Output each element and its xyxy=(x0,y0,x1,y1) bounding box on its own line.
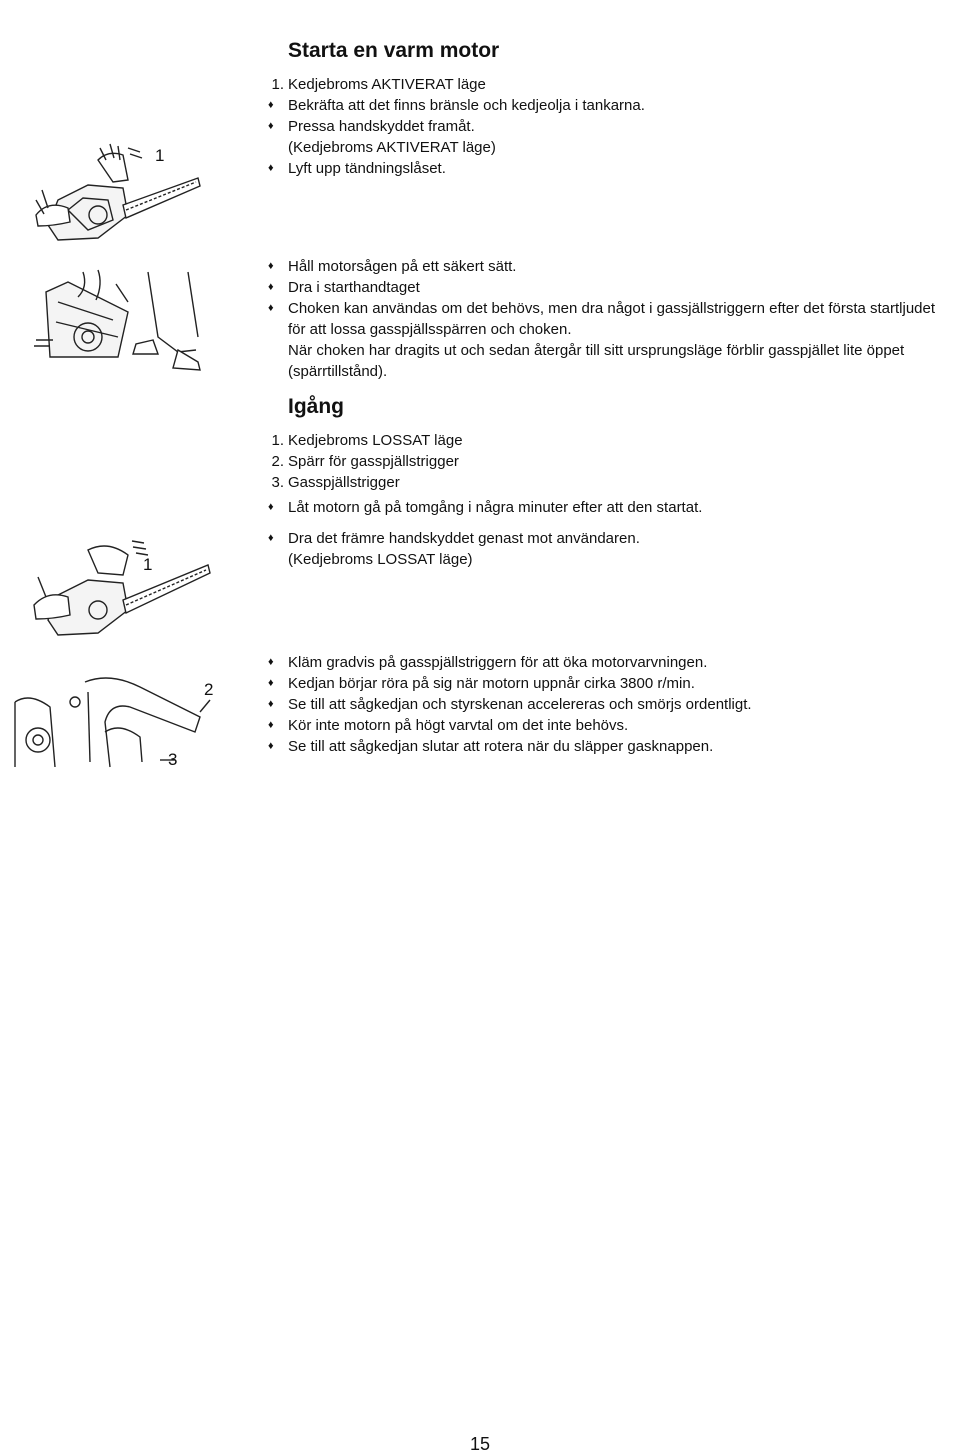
bullet-icon: ♦ xyxy=(268,532,274,544)
list-item-text: Kedjan börjar röra på sig när motorn uppnår cirka 3800 r/min. xyxy=(288,675,695,692)
section-warm-start xyxy=(268,38,948,179)
list-item-text: Gasspjällstrigger xyxy=(288,474,400,491)
list-item xyxy=(268,95,948,116)
list-item xyxy=(268,736,948,757)
list-item-text: (Kedjebroms AKTIVERAT läge) xyxy=(288,139,496,156)
list-item xyxy=(268,430,948,451)
list-item-text: (Kedjebroms LOSSAT läge) xyxy=(288,551,473,568)
bullet-icon: ♦ xyxy=(268,120,274,132)
figure-pull-starter xyxy=(28,262,208,382)
list-item-text: Kläm gradvis på gasspjällstriggern för att öka motorvarvningen. xyxy=(288,654,708,671)
chainsaw-release-illustration xyxy=(28,535,218,645)
list-item xyxy=(268,340,948,382)
list-item xyxy=(268,528,948,549)
figure-callout-2: 2 xyxy=(204,680,214,699)
bullet-icon: ♦ xyxy=(268,281,274,293)
list-item-text: Låt motorn gå på tomgång i några minuter efter att den startat. xyxy=(288,499,703,516)
section-igang xyxy=(268,394,948,570)
rear-handle-trigger-illustration xyxy=(10,662,225,774)
list-item-text: Kedjebroms AKTIVERAT läge xyxy=(288,76,486,93)
list-item xyxy=(268,451,948,472)
list-item xyxy=(268,158,948,179)
list-number: 1. xyxy=(271,432,284,449)
section-throttle xyxy=(268,652,948,757)
figure-chain-brake-activated xyxy=(28,130,208,250)
page-number: 15 xyxy=(469,1434,491,1454)
list-item xyxy=(268,298,948,340)
figure-throttle-trigger xyxy=(10,662,225,774)
bullet-icon: ♦ xyxy=(268,677,274,689)
list-item-text: Se till att sågkedjan och styrskenan accelereras och smörjs ordentligt. xyxy=(288,696,752,713)
list-item xyxy=(268,256,948,277)
list-item-text: Pressa handskyddet framåt. xyxy=(288,118,475,135)
list-number: 1. xyxy=(271,76,284,93)
list-item-text: Dra i starthandtaget xyxy=(288,279,420,296)
list-item xyxy=(268,116,948,137)
bullet-icon: ♦ xyxy=(268,656,274,668)
list-item-text: Kedjebroms LOSSAT läge xyxy=(288,432,463,449)
bullet-icon: ♦ xyxy=(268,740,274,752)
list-item-text: Håll motorsågen på ett säkert sätt. xyxy=(288,258,517,275)
list-item xyxy=(268,673,948,694)
list-item-text: När choken har dragits ut och sedan återgår till sitt ursprungsläge förblir gasspjället lite öppet (spärrtillstånd). xyxy=(288,342,905,380)
list-item xyxy=(268,549,948,570)
list-number: 3. xyxy=(271,474,284,491)
section-pull-starter xyxy=(268,256,948,382)
list-item-text: Bekräfta att det finns bränsle och kedjeolja i tankarna. xyxy=(288,97,645,114)
list-item-text: Spärr för gasspjällstrigger xyxy=(288,453,459,470)
list-number: 2. xyxy=(271,453,284,470)
list-item xyxy=(268,277,948,298)
list-item xyxy=(268,472,948,493)
chainsaw-illustration xyxy=(28,130,208,250)
list-item xyxy=(268,652,948,673)
bullet-icon: ♦ xyxy=(268,501,274,513)
bullet-icon: ♦ xyxy=(268,719,274,731)
bullet-icon: ♦ xyxy=(268,99,274,111)
bullet-icon: ♦ xyxy=(268,260,274,272)
list-item-text: Se till att sågkedjan slutar att rotera när du släpper gasknappen. xyxy=(288,738,714,755)
bullet-icon: ♦ xyxy=(268,302,274,314)
list-item-text: Choken kan användas om det behövs, men dra något i gassjällstriggern efter det första startljudet för att lossa gasspjällsspärren och choken. xyxy=(288,300,936,338)
figure-callout-1: 1 xyxy=(155,146,165,165)
list-item xyxy=(268,715,948,736)
list-item xyxy=(268,74,948,95)
list-item-text: Lyft upp tändningslåset. xyxy=(288,160,446,177)
list-item-text: Kör inte motorn på högt varvtal om det inte behövs. xyxy=(288,717,629,734)
section-title-igang: Igång xyxy=(288,395,344,418)
section-title-warm-start: Starta en varm motor xyxy=(288,39,500,62)
figure-chain-brake-released xyxy=(28,535,218,645)
figure-callout-1b: 1 xyxy=(143,555,153,574)
person-starting-chainsaw-illustration xyxy=(28,262,208,382)
list-item-text: Dra det främre handskyddet genast mot användaren. xyxy=(288,530,640,547)
figure-callout-3: 3 xyxy=(168,750,178,769)
bullet-icon: ♦ xyxy=(268,162,274,174)
bullet-icon: ♦ xyxy=(268,698,274,710)
list-item xyxy=(268,497,948,518)
list-item xyxy=(268,694,948,715)
list-item xyxy=(268,137,948,158)
